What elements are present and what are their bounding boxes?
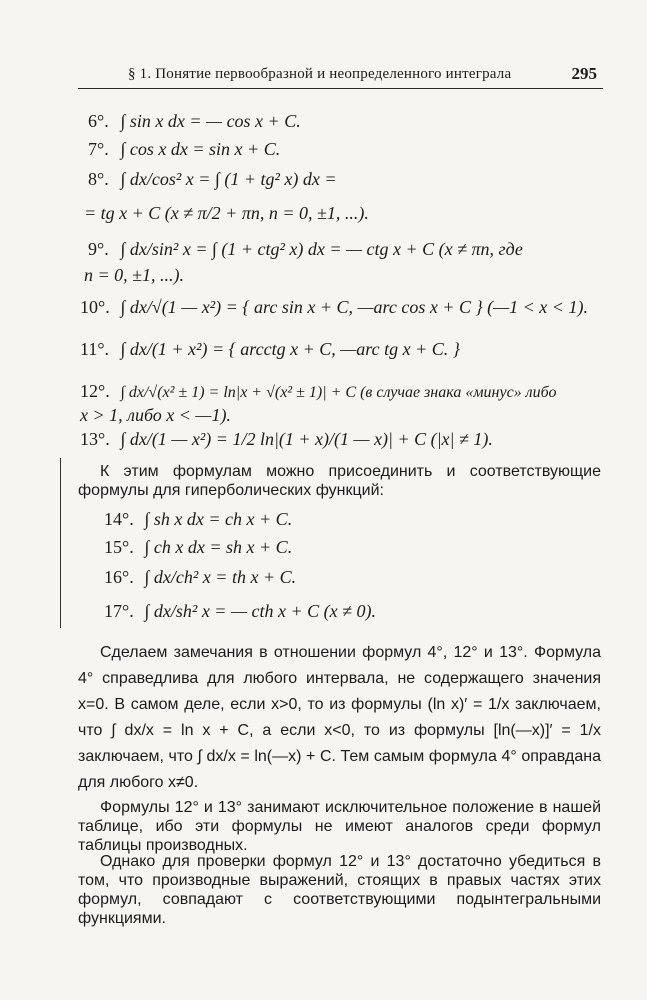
formula-number: 12°. [80,381,110,401]
formula-13 [80,428,493,450]
formula-number: 13°. [80,429,110,449]
formula-12 [80,380,556,404]
formula-expression: ∫ sin x dx = — cos x + C. [120,111,301,131]
formula-expression: ∫ dx/(1 — x²) = 1/2 ln|(1 + x)/(1 — x)| + C (|x| ≠ 1). [120,429,493,449]
margin-bracket [60,458,61,628]
formula-number: 9°. [88,239,109,259]
formula-9 [88,238,523,260]
formula-15 [104,536,292,558]
formula-number: 16°. [104,567,134,587]
formula-number: 15°. [104,537,134,557]
formula-number: 14°. [104,509,134,529]
paragraph-exceptional: Формулы 12° и 13° занимают исключительное положение в нашей таблице, ибо эти формулы не имеют аналогов среди формул таблицы производных. [78,799,601,854]
formula-11 [80,338,460,360]
formula-number: 8°. [88,169,109,189]
hyperbolic-intro: К этим формулам можно присоединить и соответствующие формулы для гиперболических функций: [78,463,601,499]
formula-expression: ∫ dx/cos² x = ∫ (1 + tg² x) dx = [120,169,337,189]
formula-expression: ∫ sh x dx = ch x + C. [144,509,293,529]
formula-expression: ∫ dx/sin² x = ∫ (1 + ctg² x) dx = — ctg x + C (x ≠ πn, где [120,239,523,259]
formula-6 [88,110,301,132]
running-header [78,62,603,89]
formula-8-continued [84,202,369,224]
page-number: 295 [571,64,597,83]
paragraph-verification: Однако для проверки формул 12° и 13° достаточно убедиться в том, что производные выражений, стоящих в правых частях этих формул, совпадают с соответствующими подынтегральными функциями. [78,853,601,927]
formula-expression: ∫ dx/(1 + x²) = { arcctg x + C, —arc tg x + C. } [120,339,460,359]
formula-expression: = tg x + C (x ≠ π/2 + πn, n = 0, ±1, ...). [84,203,369,223]
formula-expression: ∫ cos x dx = sin x + C. [120,139,281,159]
formula-14 [104,508,292,530]
formula-number: 17°. [104,601,134,621]
formula-8 [88,168,337,190]
formula-expression: n = 0, ±1, ...). [84,265,185,285]
formula-expression: ∫ dx/√(x² ± 1) = ln|x + √(x² ± 1)| + C (в случае знака «минус» либо [120,384,557,401]
formula-number: 7°. [88,139,109,159]
formula-9-continued [84,264,184,286]
formula-expression: ∫ dx/sh² x = — cth x + C (x ≠ 0). [144,601,376,621]
formula-expression: x > 1, либо x < —1). [80,405,231,425]
formula-number: 11°. [80,339,110,359]
paragraph-remarks: Сделаем замечания в отношении формул 4°, 12° и 13°. Формула 4° справедлива для любого интервала, не содержащего значения x=0. В самом деле, если x>0, то из формулы (ln x)′ = 1/x заключаем, что ∫ dx/x = ln x + C, а если x<0, то из формулы [ln(—x)]′ = 1/x заключаем, что ∫ dx/x = ln(—x) + C. Тем самым формула 4° оправдана для любого x≠0. [78,644,601,791]
formula-expression: ∫ dx/ch² x = th x + C. [144,567,297,587]
formula-12-continued [80,404,231,426]
formula-16 [104,566,296,588]
formula-7 [88,138,280,160]
formula-17 [104,600,376,622]
formula-10 [80,296,588,318]
formula-number: 10°. [80,297,110,317]
header-title: § 1. Понятие первообразной и неопределенного интеграла [128,66,512,82]
formula-expression: ∫ dx/√(1 — x²) = { arc sin x + C, —arc cos x + C } (—1 < x < 1). [120,297,588,317]
formula-expression: ∫ ch x dx = sh x + C. [144,537,293,557]
formula-number: 6°. [88,111,109,131]
